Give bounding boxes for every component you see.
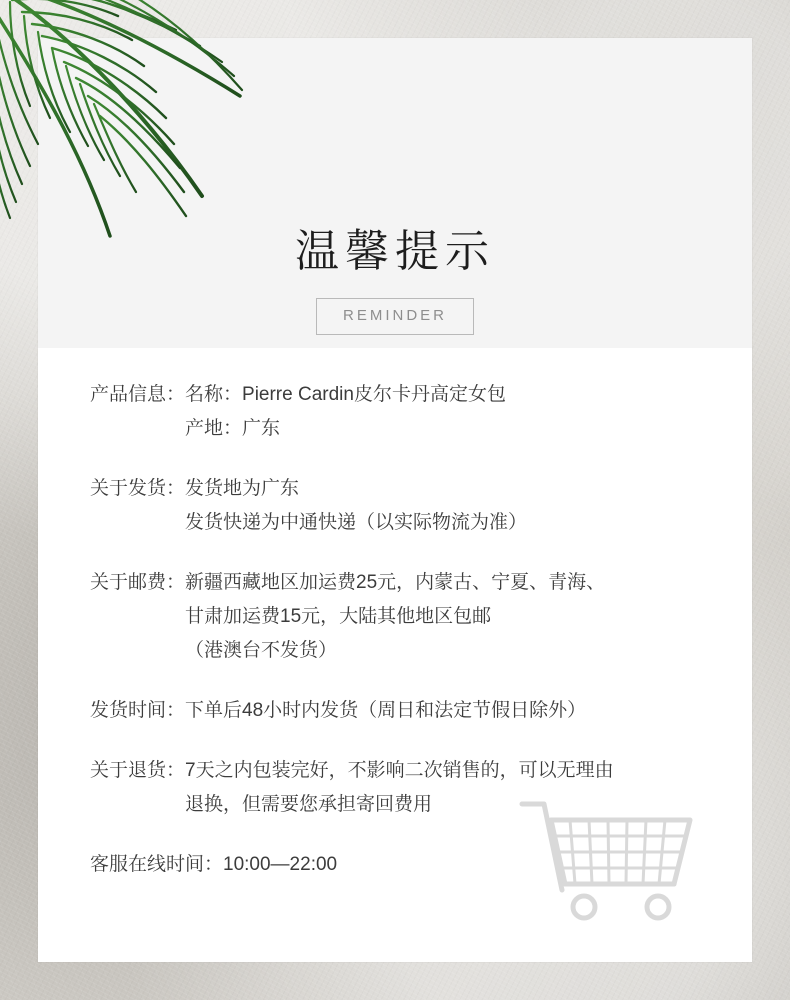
info-label: 发货时间： (90, 700, 186, 721)
info-row-postage (90, 566, 730, 668)
reminder-card (38, 38, 752, 962)
title-en-box (316, 298, 474, 335)
info-value (185, 378, 730, 446)
info-line: 退换，但需要您承担寄回费用 (185, 794, 433, 815)
info-line: 下单后48小时内发货（周日和法定节假日除外） (185, 700, 587, 721)
info-line: 新疆西藏地区加运费25元，内蒙古、宁夏、青海、 (185, 572, 606, 593)
info-value (185, 472, 730, 540)
info-line: 发货快递为中通快递（以实际物流为准） (185, 512, 528, 533)
info-label: 关于退货： (90, 760, 186, 781)
info-line: 发货地为广东 (185, 478, 300, 499)
page-subtitle: REMINDER (342, 307, 447, 325)
info-row-dispatch-time (90, 694, 730, 728)
info-row-shipping (90, 472, 730, 540)
page-title: 温馨提示 (295, 226, 495, 277)
info-label: 客服在线时间： (90, 854, 224, 875)
info-label: 关于邮费： (90, 572, 186, 593)
info-value (185, 566, 730, 668)
info-line: 7天之内包装完好，不影响二次销售的，可以无理由 (185, 760, 614, 781)
info-line: 产地：广东 (185, 418, 281, 439)
info-line: （港澳台不发货） (185, 640, 338, 661)
info-value (185, 694, 730, 728)
info-label: 产品信息： (90, 384, 186, 405)
info-line: 名称：Pierre Cardin皮尔卡丹高定女包 (185, 384, 506, 405)
shopping-cart-icon (518, 794, 698, 924)
info-value: 10:00—22:00 (223, 854, 338, 875)
title-block (38, 228, 752, 335)
info-label: 关于发货： (90, 478, 186, 499)
info-line: 甘肃加运费15元，大陆其他地区包邮 (185, 606, 492, 627)
info-row-product (90, 378, 730, 446)
